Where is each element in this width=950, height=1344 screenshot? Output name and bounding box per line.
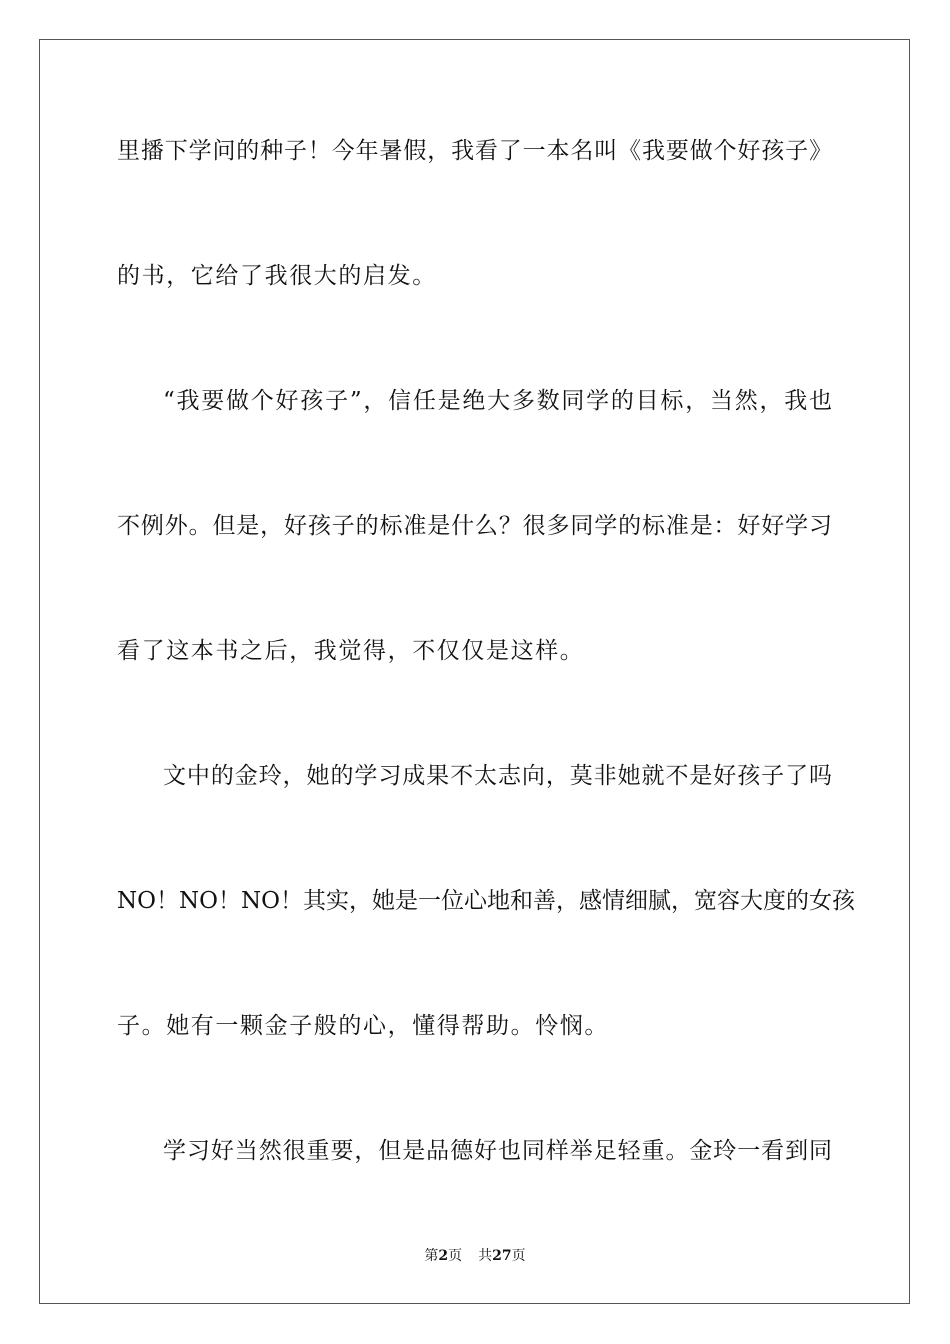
text-line-9: 学习好当然很重要，但是品德好也同样举足轻重。金玲一看到同 bbox=[163, 1138, 832, 1164]
page-prefix: 第 bbox=[424, 1248, 439, 1264]
total-prefix: 共 bbox=[478, 1248, 493, 1264]
text-line-6: 文中的金玲，她的学习成果不太志向，莫非她就不是好孩子了吗 bbox=[163, 763, 832, 789]
page-border bbox=[39, 39, 910, 1304]
text-line-4: 不例外。但是，好孩子的标准是什么？很多同学的标准是：好好学习 bbox=[117, 513, 832, 539]
text-line-3: “我要做个好孩子”，信任是绝大多数同学的目标，当然，我也 bbox=[163, 388, 832, 414]
page-footer bbox=[0, 1247, 950, 1265]
page-suffix: 页 bbox=[448, 1248, 463, 1264]
text-line-7: NO！NO！NO！其实，她是一位心地和善，感情细腻，宽容大度的女孩 bbox=[117, 888, 855, 914]
total-pages: 27 bbox=[492, 1248, 512, 1264]
total-suffix: 页 bbox=[511, 1248, 526, 1264]
text-line-1: 里播下学问的种子！今年暑假，我看了一本名叫《我要做个好孩子》 bbox=[117, 138, 832, 164]
text-line-8: 子。她有一颗金子般的心，懂得帮助。怜悯。 bbox=[117, 1013, 609, 1039]
page-number: 2 bbox=[438, 1248, 449, 1264]
text-line-2: 的书，它给了我很大的启发。 bbox=[117, 263, 437, 289]
text-line-5: 看了这本书之后，我觉得，不仅仅是这样。 bbox=[117, 638, 585, 664]
